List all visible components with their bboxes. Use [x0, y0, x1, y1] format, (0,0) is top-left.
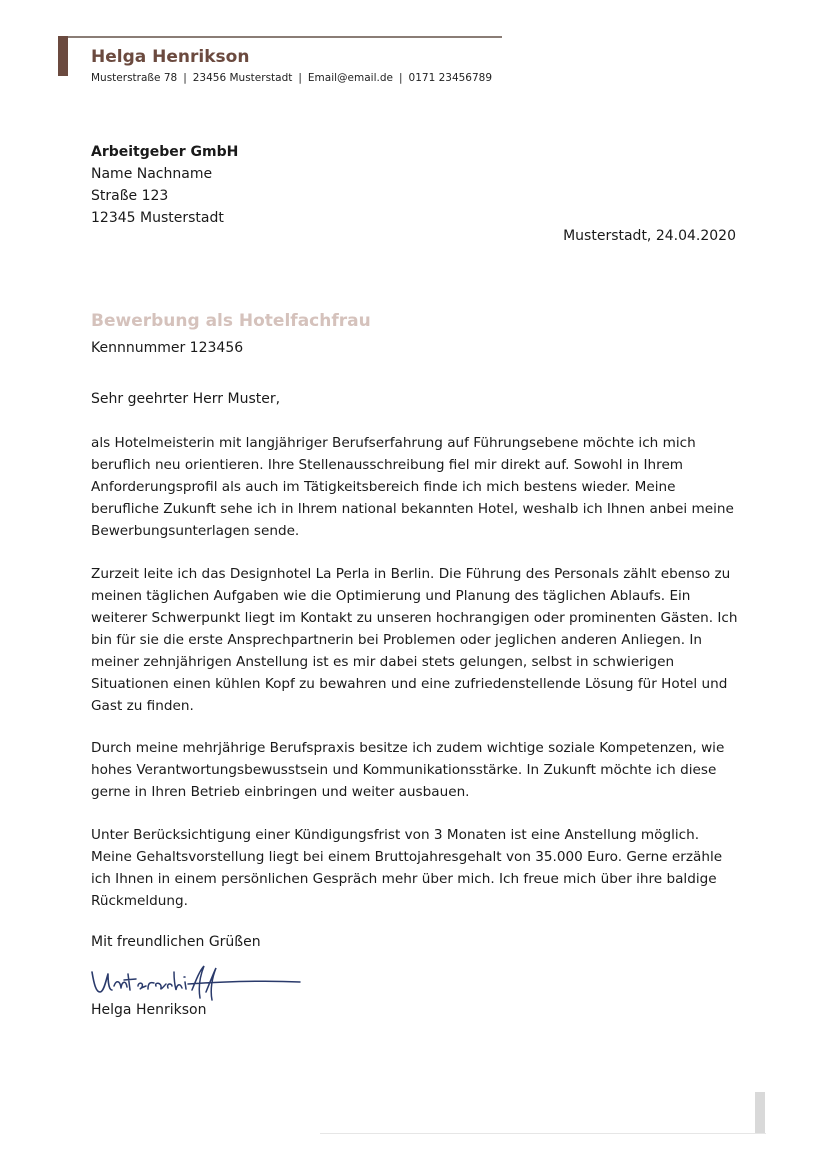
scrollbar-thumb[interactable] — [755, 1092, 765, 1134]
letter-date: Musterstadt, 24.04.2020 — [563, 228, 736, 244]
signature-scribble — [88, 962, 308, 1006]
salutation: Sehr geehrter Herr Muster, — [91, 391, 281, 407]
sender-phone: 0171 23456789 — [408, 72, 493, 84]
recipient-city: 12345 Musterstadt — [91, 210, 224, 226]
recipient-address — [91, 141, 238, 229]
closing-phrase: Mit freundlichen Grüßen — [91, 934, 261, 950]
reference-number: Kennnummer 123456 — [91, 340, 244, 356]
separator: | — [398, 72, 403, 84]
letter-subject: Bewerbung als Hotelfachfrau — [91, 311, 371, 331]
separator: | — [183, 72, 187, 84]
body-paragraph-1: als Hotelmeisterin mit langjähriger Berufserfahrung auf Führungsebene möchte ich mich beruflich neu orientieren. Ihre Stellenausschreibung fiel mir direkt auf. Sowohl in Ihrem Anforderungsprofil als auch im Tätigkeitsbereich finde ich mich bestens wieder. Meine berufliche Zukunft sehe ich in Ihrem national bekannten Hotel, weshalb ich Ihnen anbei meine Bewerbungsunterlagen sende. — [91, 435, 734, 539]
sender-city: 23456 Musterstadt — [192, 72, 293, 84]
sender-email: Email@email.de — [307, 72, 393, 84]
body-paragraph-4: Unter Berücksichtigung einer Kündigungsfrist von 3 Monaten ist eine Anstellung möglich. Meine Gehaltsvorstellung liegt bei einem Bruttojahresgehalt von 35.000 Euro. Gerne erzähle ich Ihnen in einem persönlichen Gespräch mehr über mich. Ich freue mich über ihre baldige Rückmeldung. — [91, 827, 723, 909]
page-bottom-rule — [320, 1133, 766, 1134]
header-rule — [68, 36, 502, 38]
sender-name: Helga Henrikson — [91, 47, 250, 67]
recipient-street: Straße 123 — [91, 188, 169, 204]
sender-contact-line — [91, 72, 492, 84]
body-paragraph-3: Durch meine mehrjährige Berufspraxis besitze ich zudem wichtige soziale Kompetenzen, wie hohes Verantwortungsbewusstsein und Kommunikationsstärke. In Zukunft möchte ich diese gerne in Ihren Betrieb einbringen und weiter ausbauen. — [91, 740, 725, 800]
recipient-contact: Name Nachname — [91, 166, 213, 182]
recipient-company: Arbeitgeber GmbH — [91, 144, 239, 160]
header-accent-bar — [58, 36, 68, 76]
signer-name: Helga Henrikson — [91, 1002, 207, 1018]
sender-street: Musterstraße 78 — [91, 72, 178, 84]
separator: | — [298, 72, 302, 84]
body-paragraph-2: Zurzeit leite ich das Designhotel La Perla in Berlin. Die Führung des Personals zählt ebenso zu meinen täglichen Aufgaben wie die Optimierung und Planung des täglichen Ablaufs. Ein weiterer Schwerpunkt liegt im Kontakt zu unseren hochrangigen oder prominenten Gästen. Ich bin für sie die erste Ansprechpartnerin bei Problemen oder jeglichen anderen Anliegen. In meiner zehnjährigen Anstellung ist es mir dabei stets gelungen, selbst in schwierigen Situationen einen kühlen Kopf zu bewahren und eine zufriedenstellende Lösung für Hotel und Gast zu finden. — [91, 566, 738, 714]
